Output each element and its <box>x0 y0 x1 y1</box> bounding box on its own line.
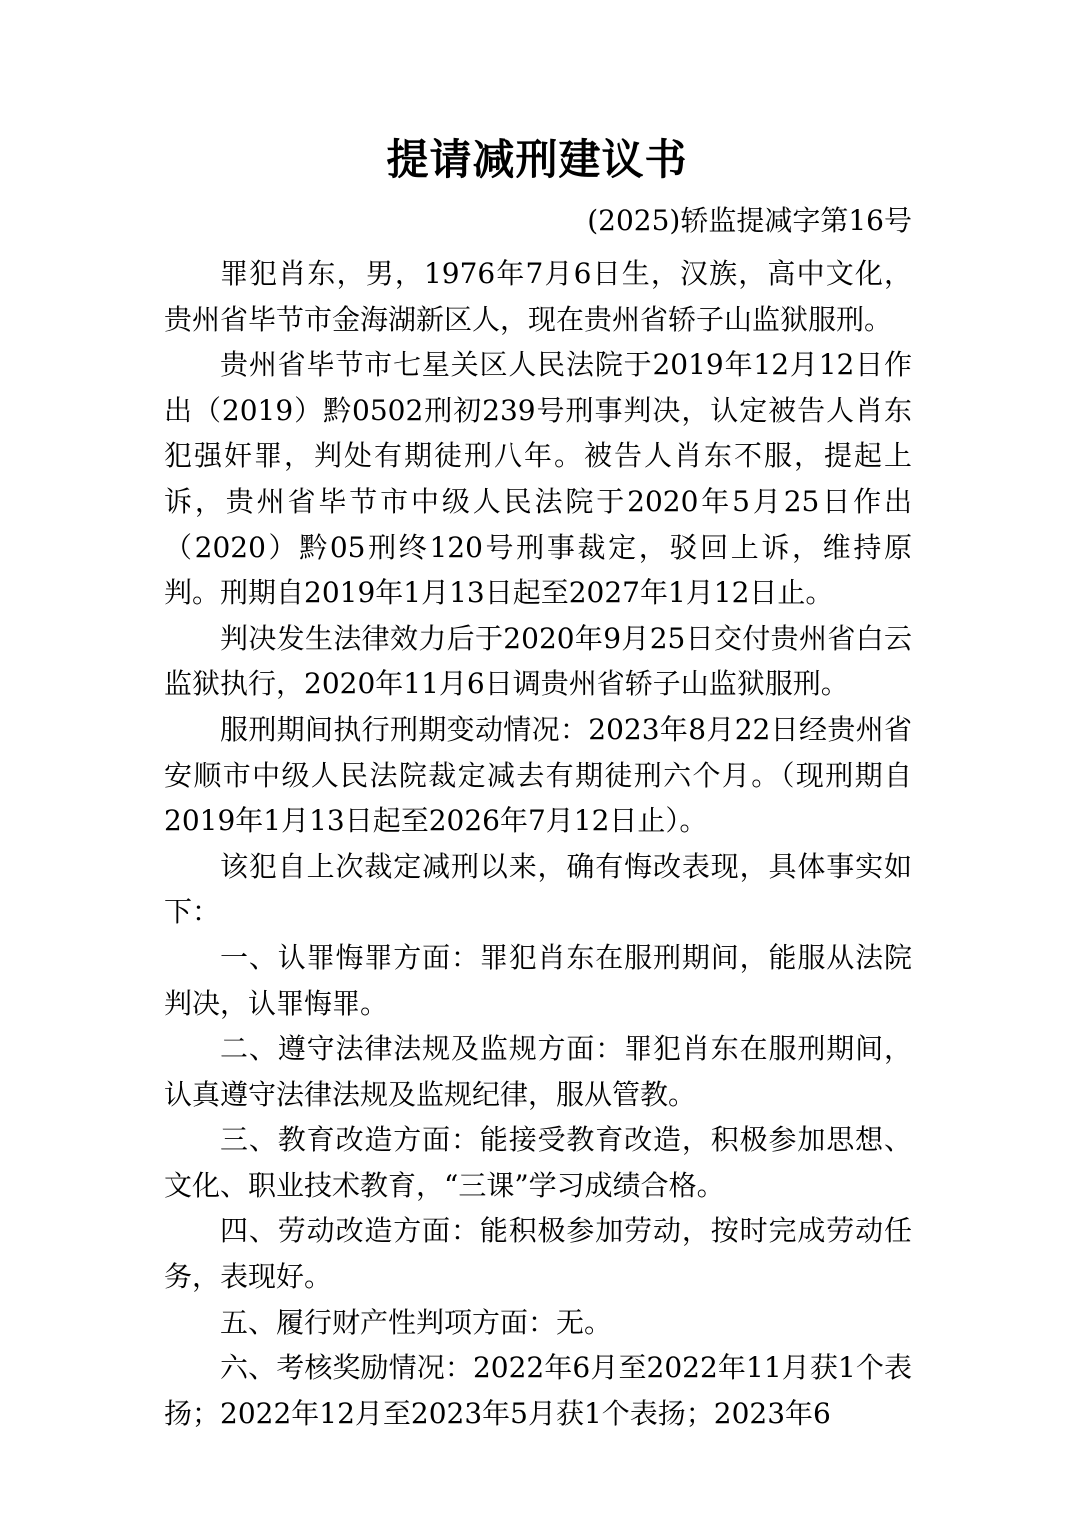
paragraph-item-4: 四、劳动改造方面：能积极参加劳动，按时完成劳动任务，表现好。 <box>164 1214 912 1294</box>
document-title: 提请减刑建议书 <box>386 135 688 184</box>
document-body <box>164 251 912 1436</box>
paragraph-execution: 判决发生法律效力后于2020年9月25日交付贵州省白云监狱执行，2020年11月6日调贵州省轿子山监狱服刑。 <box>164 621 912 701</box>
paragraph-item-1: 一、认罪悔罪方面：罪犯肖东在服刑期间，能服从法院判决，认罪悔罪。 <box>164 940 912 1020</box>
paragraph-item-2: 二、遵守法律法规及监规方面：罪犯肖东在服刑期间，认真遵守法律法规及监规纪律，服从管教。 <box>164 1032 912 1111</box>
paragraph-inmate-info: 罪犯肖东，男，1976年7月6日生，汉族，高中文化，贵州省毕节市金海湖新区人，现在贵州省轿子山监狱服刑。 <box>164 257 912 336</box>
paragraph-judgment: 贵州省毕节市七星关区人民法院于2019年12月12日作出（2019）黔0502刑初239号刑事判决，认定被告人肖东犯强奸罪，判处有期徒刑八年。被告人肖东不服，提起上诉，贵州省毕节市中级人民法院于2020年5月25日作出（2020）黔05刑终120号刑事裁定，驳回上诉，维持原判。刑期自2019年1月13日起至2027年1月12日止。 <box>164 348 912 610</box>
paragraph-item-5: 五、履行财产性判项方面：无。 <box>220 1305 613 1339</box>
paragraph-item-6: 六、考核奖励情况：2022年6月至2022年11月获1个表扬；2022年12月至2023年5月获1个表扬；2023年6 <box>164 1351 912 1430</box>
document-number: (2025)轿监提减字第16号 <box>587 204 912 237</box>
paragraph-remorse-intro: 该犯自上次裁定减刑以来，确有悔改表现，具体事实如下： <box>164 849 912 929</box>
paragraph-sentence-change: 服刑期间执行刑期变动情况：2023年8月22日经贵州省安顺市中级人民法院裁定减去有期徒刑六个月。（现刑期自2019年1月13日起至2026年7月12日止）。 <box>164 712 912 838</box>
paragraph-item-3: 三、教育改造方面：能接受教育改造，积极参加思想、文化、职业技术教育，“三课”学习成绩合格。 <box>164 1123 912 1202</box>
